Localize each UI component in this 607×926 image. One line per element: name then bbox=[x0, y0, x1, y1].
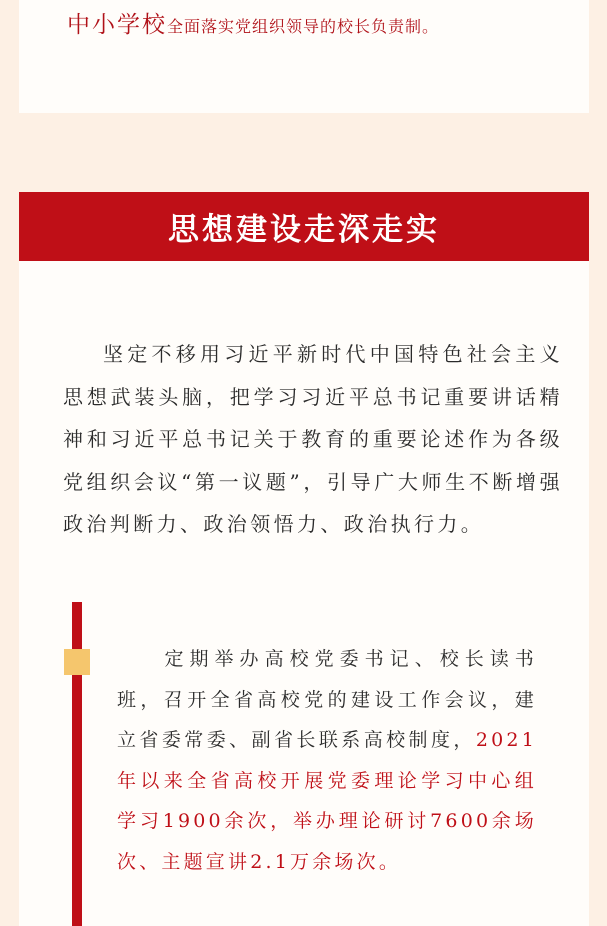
section-banner bbox=[19, 192, 589, 261]
quote-text bbox=[117, 639, 537, 882]
body-paragraph bbox=[63, 333, 563, 546]
top-card bbox=[19, 0, 589, 113]
content-card bbox=[19, 261, 589, 926]
quote-marker-square bbox=[64, 649, 90, 675]
quote-block bbox=[117, 639, 537, 882]
top-card-rest: 全面落实党组织领导的校长负责制。 bbox=[167, 17, 440, 36]
top-card-prefix: 中小学校 bbox=[67, 12, 167, 38]
body-paragraph-text: 坚定不移用习近平新时代中国特色社会主义思想武装头脑，把学习习近平总书记重要讲话精神和习近平总书记关于教育的重要论述作为各级党组织会议“第一议题”，引导广大师生不断增强政治判断力、政治领悟力、政治执行力。 bbox=[63, 342, 563, 536]
section-title: 思想建设走深走实 bbox=[168, 212, 440, 248]
top-card-text bbox=[67, 6, 439, 39]
quote-text-plain: 定期举办高校党委书记、校长读书班，召开全省高校党的建设工作会议，建立省委常委、副省长联系高校制度， bbox=[117, 648, 537, 751]
quote-text-highlight: 2021年以来全省高校开展党委理论学习中心组学习1900余次，举办理论研讨7600余场次、主题宣讲2.1万余场次。 bbox=[117, 729, 537, 873]
